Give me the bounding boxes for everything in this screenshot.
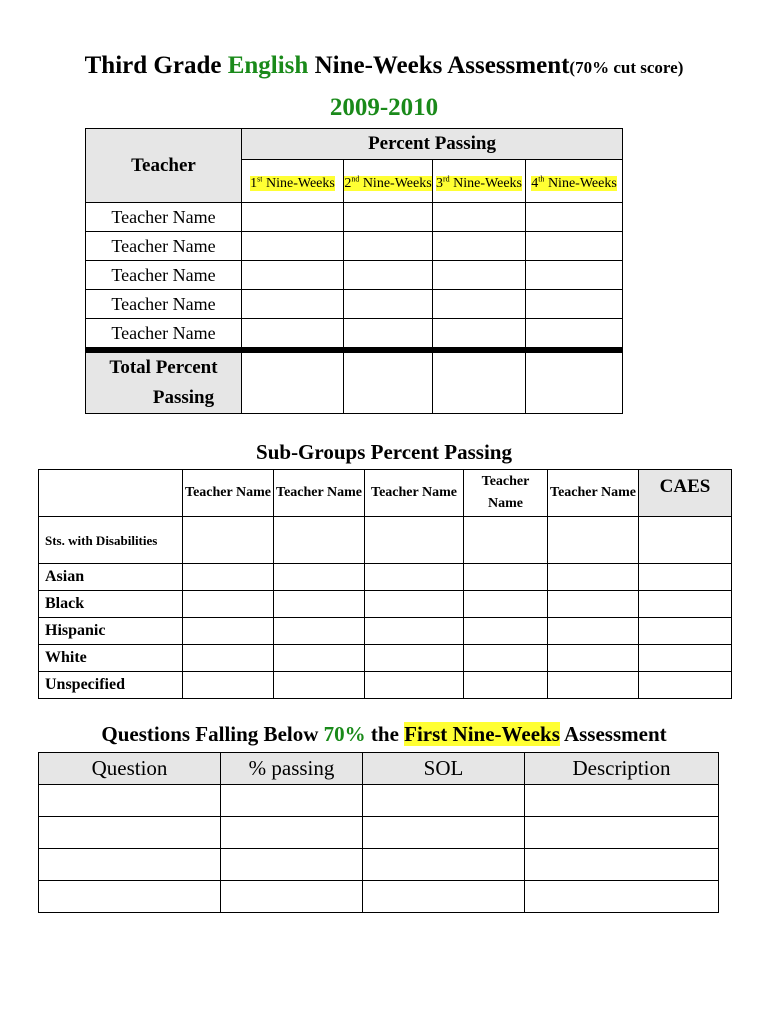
entry-cell[interactable] — [183, 591, 274, 618]
entry-cell[interactable] — [526, 319, 623, 351]
subgroup-label: Hispanic — [39, 618, 183, 645]
column-header-question: Question — [39, 753, 221, 785]
table-row — [86, 319, 623, 351]
school-year: 2009-2010 — [329, 94, 439, 121]
entry-cell[interactable] — [464, 591, 548, 618]
teacher-name-cell: Teacher Name — [86, 232, 242, 261]
percent-passing-header: Percent Passing — [242, 129, 623, 160]
entry-cell[interactable] — [344, 203, 433, 232]
entry-cell[interactable] — [242, 319, 344, 351]
teacher-name-cell: Teacher Name — [86, 203, 242, 232]
teacher-column-header: Teacher Name — [274, 470, 365, 517]
entry-cell[interactable] — [363, 849, 525, 881]
teacher-column-header: Teacher Name — [183, 470, 274, 517]
entry-cell[interactable] — [548, 591, 639, 618]
title-prefix: Third Grade — [84, 52, 228, 79]
entry-cell[interactable] — [221, 881, 363, 913]
teacher-name-cell: Teacher Name — [86, 261, 242, 290]
entry-cell[interactable] — [344, 232, 433, 261]
entry-cell[interactable] — [525, 881, 719, 913]
table-row — [39, 817, 719, 849]
table-row — [39, 564, 732, 591]
entry-cell[interactable] — [242, 261, 344, 290]
entry-cell[interactable] — [433, 350, 526, 414]
entry-cell[interactable] — [274, 672, 365, 699]
teacher-column-header: Teacher Name — [548, 470, 639, 517]
entry-cell[interactable] — [548, 645, 639, 672]
table-row — [39, 672, 732, 699]
subgroup-label: Black — [39, 591, 183, 618]
questions-table — [38, 752, 719, 913]
entry-cell[interactable] — [221, 817, 363, 849]
table-row — [39, 881, 719, 913]
entry-cell[interactable] — [548, 564, 639, 591]
entry-cell[interactable] — [639, 618, 732, 645]
entry-cell[interactable] — [548, 618, 639, 645]
entry-cell[interactable] — [548, 672, 639, 699]
entry-cell[interactable] — [274, 564, 365, 591]
entry-cell[interactable] — [365, 645, 464, 672]
entry-cell[interactable] — [639, 517, 732, 564]
entry-cell[interactable] — [183, 645, 274, 672]
entry-cell[interactable] — [464, 564, 548, 591]
entry-cell[interactable] — [639, 564, 732, 591]
entry-cell[interactable] — [183, 618, 274, 645]
column-header-description: Description — [525, 753, 719, 785]
table-row — [39, 645, 732, 672]
title-note: (70% cut score) — [569, 58, 684, 77]
entry-cell[interactable] — [639, 591, 732, 618]
entry-cell[interactable] — [242, 203, 344, 232]
entry-cell[interactable] — [183, 672, 274, 699]
teacher-header: Teacher — [86, 129, 242, 203]
table-row — [39, 517, 732, 564]
entry-cell[interactable] — [274, 618, 365, 645]
entry-cell[interactable] — [526, 203, 623, 232]
entry-cell[interactable] — [365, 564, 464, 591]
entry-cell[interactable] — [525, 817, 719, 849]
entry-cell[interactable] — [344, 261, 433, 290]
table-row — [39, 785, 719, 817]
entry-cell[interactable] — [464, 672, 548, 699]
table-row — [39, 618, 732, 645]
corner-cell — [39, 470, 183, 517]
highlighted-period: First Nine-Weeks — [404, 722, 560, 746]
period-header-2: 2nd Nine-Weeks — [344, 160, 433, 203]
teacher-name-cell: Teacher Name — [86, 290, 242, 319]
entry-cell[interactable] — [344, 350, 433, 414]
entry-cell[interactable] — [242, 232, 344, 261]
teacher-column-header: Teacher Name — [464, 470, 548, 517]
questions-title: Questions Falling Below 70% the First Nine-Weeks Assessment — [101, 722, 667, 746]
entry-cell[interactable] — [639, 645, 732, 672]
entry-cell[interactable] — [526, 261, 623, 290]
entry-cell[interactable] — [363, 785, 525, 817]
page-title — [0, 52, 768, 80]
teacher-name-cell: Teacher Name — [86, 319, 242, 351]
entry-cell[interactable] — [274, 517, 365, 564]
entry-cell[interactable] — [274, 645, 365, 672]
table-row — [39, 591, 732, 618]
subgroups-title: Sub-Groups Percent Passing — [256, 440, 512, 464]
entry-cell[interactable] — [344, 319, 433, 351]
subgroup-label: Sts. with Disabilities — [39, 517, 183, 564]
entry-cell[interactable] — [433, 203, 526, 232]
entry-cell[interactable] — [242, 290, 344, 319]
entry-cell[interactable] — [525, 785, 719, 817]
entry-cell[interactable] — [39, 785, 221, 817]
entry-cell[interactable] — [433, 290, 526, 319]
school-column-header: CAES — [639, 470, 732, 517]
table-row — [86, 261, 623, 290]
period-header-1: 1st Nine-Weeks — [242, 160, 344, 203]
subgroup-label: White — [39, 645, 183, 672]
entry-cell[interactable] — [433, 319, 526, 351]
entry-cell[interactable] — [183, 564, 274, 591]
entry-cell[interactable] — [365, 618, 464, 645]
entry-cell[interactable] — [363, 817, 525, 849]
column-header-passing: % passing — [221, 753, 363, 785]
percent-passing-table — [85, 128, 623, 414]
entry-cell[interactable] — [39, 817, 221, 849]
entry-cell[interactable] — [365, 672, 464, 699]
title-subject: English — [227, 52, 309, 79]
entry-cell[interactable] — [39, 881, 221, 913]
title-suffix: Nine-Weeks Assessment — [308, 52, 570, 79]
table-row — [39, 849, 719, 881]
entry-cell[interactable] — [464, 645, 548, 672]
entry-cell[interactable] — [548, 517, 639, 564]
entry-cell[interactable] — [525, 849, 719, 881]
subgroup-label: Asian — [39, 564, 183, 591]
entry-cell[interactable] — [183, 517, 274, 564]
entry-cell[interactable] — [526, 350, 623, 414]
total-row — [86, 350, 623, 414]
entry-cell[interactable] — [344, 290, 433, 319]
period-header-3: 3rd Nine-Weeks — [433, 160, 526, 203]
subgroup-label: Unspecified — [39, 672, 183, 699]
table-row — [86, 290, 623, 319]
entry-cell[interactable] — [242, 350, 344, 414]
table-row — [86, 232, 623, 261]
entry-cell[interactable] — [526, 232, 623, 261]
entry-cell[interactable] — [221, 849, 363, 881]
teacher-column-header: Teacher Name — [365, 470, 464, 517]
period-header-4: 4th Nine-Weeks — [526, 160, 623, 203]
entry-cell[interactable] — [433, 261, 526, 290]
entry-cell[interactable] — [639, 672, 732, 699]
entry-cell[interactable] — [363, 881, 525, 913]
entry-cell[interactable] — [464, 618, 548, 645]
entry-cell[interactable] — [221, 785, 363, 817]
table-row — [86, 203, 623, 232]
entry-cell[interactable] — [365, 591, 464, 618]
column-header-sol: SOL — [363, 753, 525, 785]
entry-cell[interactable] — [365, 517, 464, 564]
entry-cell[interactable] — [464, 517, 548, 564]
subgroups-table — [38, 469, 732, 699]
entry-cell[interactable] — [526, 290, 623, 319]
total-percent-label: Total Percent Passing — [86, 350, 242, 414]
entry-cell[interactable] — [39, 849, 221, 881]
entry-cell[interactable] — [433, 232, 526, 261]
entry-cell[interactable] — [274, 591, 365, 618]
